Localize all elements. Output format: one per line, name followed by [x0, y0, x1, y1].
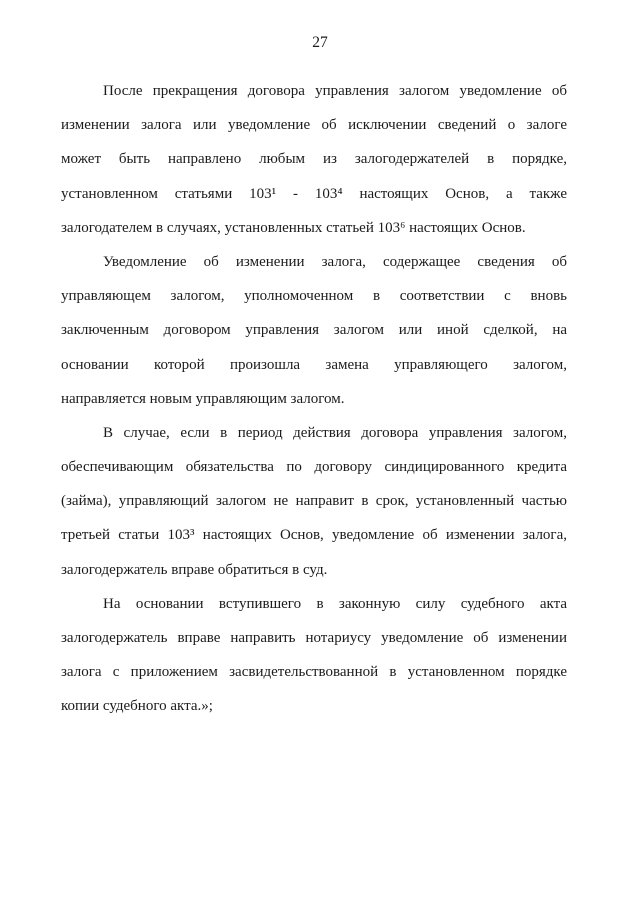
text-line: В случае, если в период действия договора управления залогом, — [103, 424, 567, 441]
text-line: Уведомление об изменении залога, содержащее сведения об — [103, 253, 567, 270]
text-line: На основании вступившего в законную силу судебного акта — [103, 595, 567, 612]
paragraph-4 — [61, 587, 567, 724]
text-line: залогодателем в случаях, установленных статьей 103⁶ настоящих Основ. — [61, 219, 526, 236]
text-line: (займа), управляющий залогом не направит в срок, установленный частью — [61, 493, 567, 510]
page-number: 27 — [312, 34, 328, 51]
paragraph-1 — [61, 74, 567, 245]
text-line: копии судебного акта.»; — [61, 698, 213, 715]
text-line: заключенным договором управления залогом или иной сделкой, на — [61, 322, 567, 339]
text-line: залогодержатель вправе обратиться в суд. — [61, 561, 328, 578]
paragraph-2 — [61, 245, 567, 416]
text-line: обеспечивающим обязательства по договору синдицированного кредита — [61, 459, 567, 476]
text-line: направляется новым управляющим залогом. — [61, 390, 345, 407]
text-line: залога с приложением засвидетельствованной в установленном порядке — [61, 664, 567, 681]
text-line: может быть направлено любым из залогодержателей в порядке, — [61, 151, 567, 168]
paragraph-3 — [61, 416, 567, 587]
text-line: основании которой произошла замена управляющего залогом, — [61, 356, 567, 373]
text-line: установленном статьями 103¹ - 103⁴ настоящих Основ, а также — [61, 185, 567, 202]
text-line: залогодержатель вправе направить нотариусу уведомление об изменении — [61, 630, 567, 646]
document-body — [61, 74, 567, 724]
text-line: После прекращения договора управления залогом уведомление об — [103, 83, 567, 99]
text-line: третьей статьи 103³ настоящих Основ, уведомление об изменении залога, — [61, 527, 567, 544]
text-line: изменении залога или уведомление об исключении сведений о залоге — [61, 117, 567, 134]
text-line: управляющем залогом, уполномоченном в соответствии с вновь — [61, 288, 567, 305]
